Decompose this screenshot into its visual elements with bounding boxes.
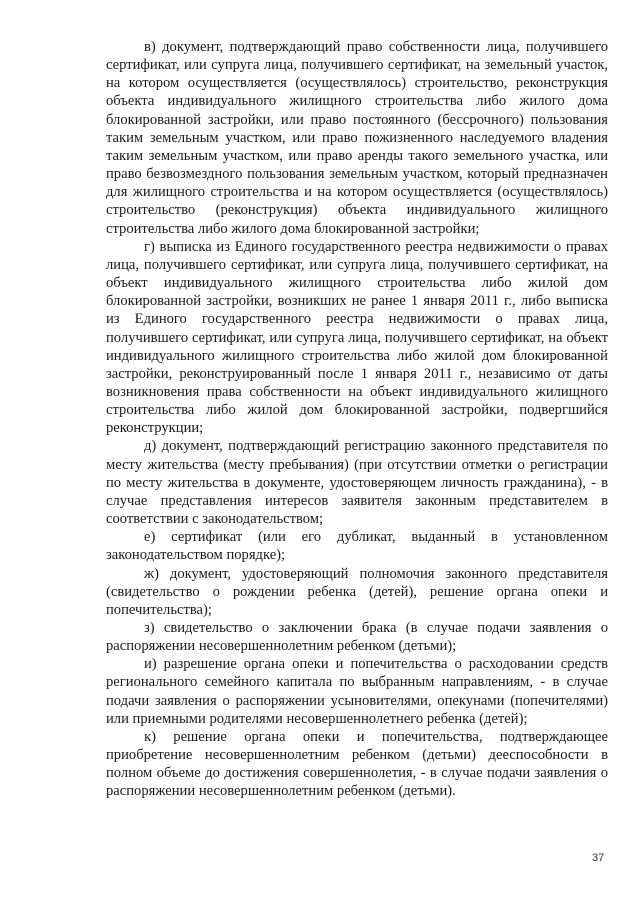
paragraph-z: з) свидетельство о заключении брака (в случае подачи заявления о распоряжении несовершеннолетним ребенком (детьми);	[106, 620, 608, 655]
paragraph-v: в) документ, подтверждающий право собственности лица, получившего сертификат, или супруга лица, получившего сертификат, на земельный участок, на котором осуществляется (осуществлялось) строительство, реконструкция объекта индивидуального жилищного строительства либо жилого дома блокированной застройки, или право постоянного (бессрочного) пользования таким земельным участком, или право пожизненного наследуемого владения таким земельным участком, или право аренды такого земельного участка, или право безвозмездного пользования земельным участком, который предназначен для жилищного строительства и на котором осуществляется (осуществлялось) строительство (реконструкция) объекта индивидуального жилищного строительства либо жилого дома блокированной застройки;	[106, 39, 608, 237]
paragraph-g: г) выписка из Единого государственного реестра недвижимости о правах лица, получившего сертификат, или супруга лица, получившего сертификат, на объект индивидуального жилищного строительства либо жилой дом блокированной застройки, возникших не ранее 1 января 2011 г., либо выписка из Единого государственного реестра недвижимости о правах лица, получившего сертификат, или супруга лица, получившего сертификат, на объект индивидуального жилищного строительства либо жилой дом блокированной застройки, реконструированный после 1 января 2011 г., независимо от даты возникновения права собственности на объект индивидуального жилищного строительства либо жилой дом блокированной застройки, подвергшийся реконструкции;	[106, 238, 608, 437]
page-number: 37	[592, 852, 605, 864]
paragraph-e: е) сертификат (или его дубликат, выданный в установленном законодательством порядке);	[106, 529, 608, 564]
paragraph-i: и) разрешение органа опеки и попечительства о расходовании средств регионального семейного капитала по выбранным направлениям, - в случае подачи заявления о распоряжении усыновителями, опекунами (попечителями) или приемными родителями несовершеннолетнего ребенка (детей);	[106, 656, 608, 727]
paragraph-zh: ж) документ, удостоверяющий полномочия законного представителя (свидетельство о рождении ребенка (детей), решение органа опеки и попечительства);	[106, 565, 608, 618]
document-body	[106, 38, 608, 801]
paragraph-k: к) решение органа опеки и попечительства, подтверждающее приобретение несовершеннолетним ребенком (детьми) дееспособности в полном объеме до достижения совершеннолетия, - в случае подачи заявления о распоряжении несовершеннолетним ребенком (детьми).	[106, 728, 608, 800]
paragraph-d: д) документ, подтверждающий регистрацию законного представителя по месту жительства (месту пребывания) (при отсутствии отметки о регистрации по месту жительства в документе, удостоверяющем личность гражданина), - в случае представления интересов заявителя законным представителем в соответствии с законодательством;	[106, 438, 608, 528]
